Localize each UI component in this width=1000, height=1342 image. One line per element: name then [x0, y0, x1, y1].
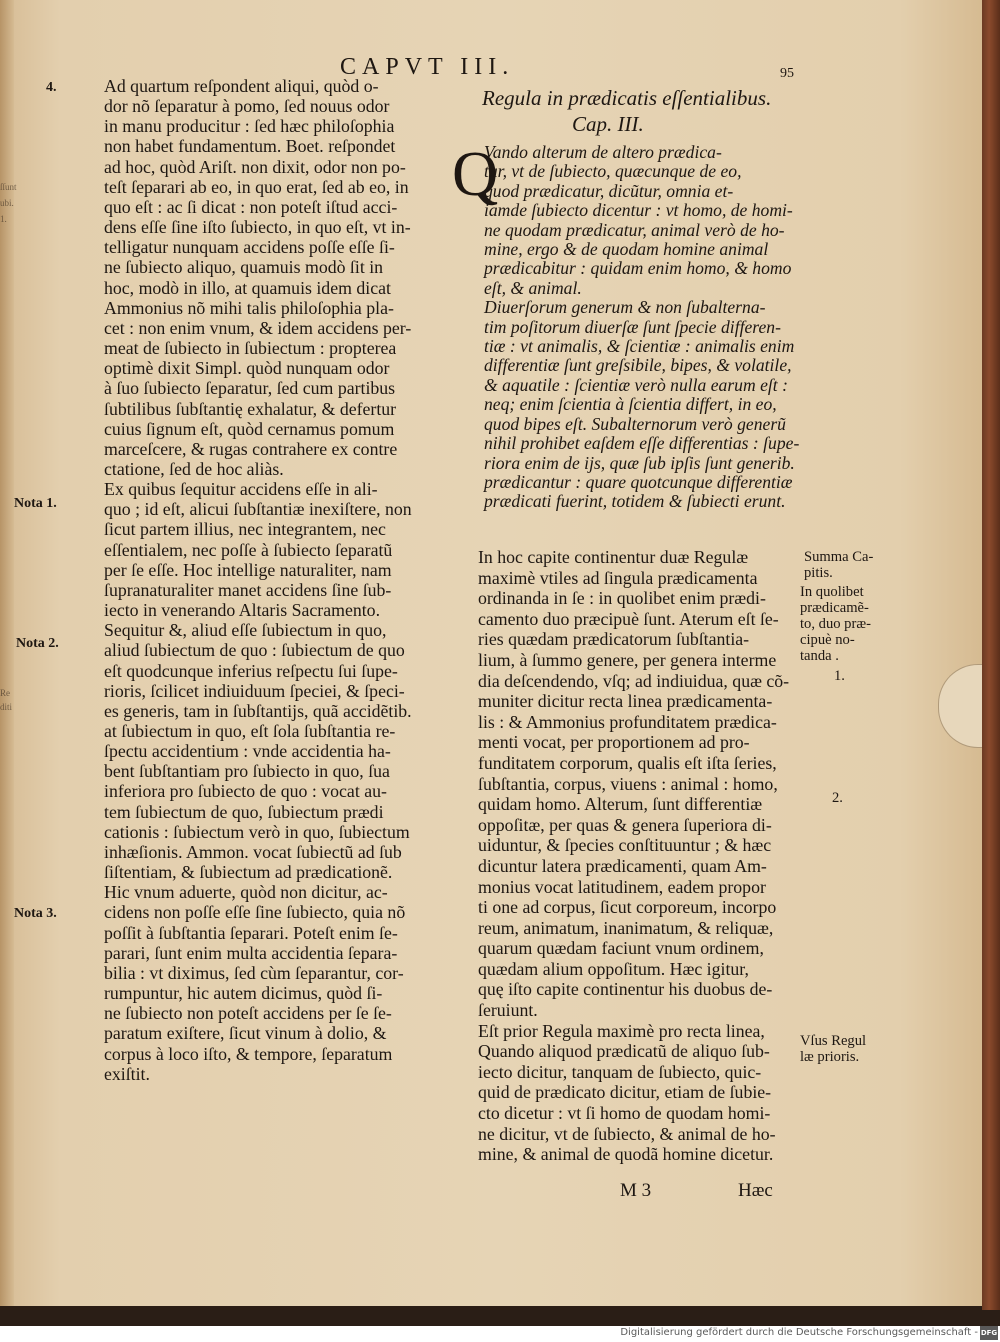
text-line: Diuerſorum generum & non ſubalterna- [484, 297, 766, 318]
right-text-column [478, 547, 800, 1165]
text-line: nihil prohibet eaſdem eſſe differentias : ſupe- [484, 433, 800, 454]
text-line: ad hoc, quòd Ariſt. non dixit, odor non po- [104, 156, 406, 177]
text-line: quo ; id eſt, alicui ſubſtantiæ inexiſtere, non [104, 499, 412, 520]
text-line: funditatem corporum, qualis eſt iſta ſeries, [478, 752, 777, 773]
decorated-initial: Q [452, 138, 499, 209]
text-line: menti vocat, per proportionem ad pro- [478, 732, 750, 753]
text-line: eſſentialem, nec poſſe à ſubiecto ſeparatũ [104, 539, 393, 560]
text-line: Quando aliquod prædicatũ de aliquo ſub- [478, 1041, 770, 1062]
text-line: uiduntur, & ſpecies conſtituuntur ; & hæc [478, 835, 772, 856]
text-line: exiſtit. [104, 1063, 150, 1084]
text-line: meat de ſubiecto in ſubiectum : propterea [104, 338, 397, 359]
text-line: cto dicetur : vt ſi homo de quodam homi- [478, 1103, 771, 1124]
side-note-number-2: 2. [832, 790, 843, 806]
text-line: prædicantur : quare quotcunque differentiæ [484, 471, 793, 492]
text-line: cidens non poſſe eſſe ſine ſubiecto, quia nõ [104, 902, 406, 923]
text-line: prædicati fuerint, totidem & ſubiecti erunt. [484, 491, 786, 512]
text-line: pitis. [804, 565, 833, 581]
text-line: In quolibet [800, 584, 864, 600]
leather-cover-edge [982, 0, 1000, 1310]
chapter-heading: Cap. III. [572, 112, 644, 136]
text-line: riora enim de ijs, quæ ſub ipſis ſunt generib. [484, 452, 795, 473]
text-line: Sequitur &, aliud eſſe ſubiectum in quo, [104, 620, 387, 641]
text-line: oppoſitæ, per quas & genera ſuperiora di- [478, 814, 772, 835]
text-line: quid de prædicato dicitur, etiam de ſubie- [478, 1082, 772, 1103]
prev-page-fragment: Re [0, 688, 10, 698]
margin-note-nota-1: Nota 1. [14, 496, 57, 511]
text-line: ne ſubiecto non poteſt accidens per ſe ſe- [104, 1003, 392, 1024]
text-line: bent ſubſtantiam pro ſubiecto in quo, ſua [104, 761, 390, 782]
text-line: Vando alterum de altero prædica- [484, 142, 722, 162]
text-line: neq; enim ſcientia à ſcientia differt, in eo, [484, 394, 777, 415]
text-line: ordinanda in ſe : in quolibet enim prædi- [478, 588, 766, 609]
text-line: quod prædicatur, dicũtur, omnia et- [484, 180, 734, 201]
text-line: iamde ſubiecto dicentur : vt homo, de homi- [484, 200, 793, 221]
text-line: dia deſcendendo, vſq; ad indiuidua, quæ cõ- [478, 670, 790, 691]
text-line: maximè vtiles ad ſingula prædicamenta [478, 567, 758, 588]
text-line: dicuntur latera prædicamenti, quam Am- [478, 855, 767, 876]
text-line: rumpuntur, hic autem dicimus, quòd ſi- [104, 983, 383, 1004]
text-line: ſiſtentiam, & ſubiectum ad prædicationẽ. [104, 862, 393, 883]
text-line: tur, vt de ſubiecto, quæcunque de eo, [484, 161, 742, 182]
text-line: iecto dicitur, tanquam de ſubiecto, quic- [478, 1061, 762, 1082]
signature-mark: M 3 [620, 1180, 652, 1201]
text-line: mine, ergo & de quodam homine animal [484, 239, 769, 260]
side-note-number-1: 1. [834, 668, 845, 684]
text-line: cipuè no- [800, 632, 855, 648]
text-line: tim poſitorum diuerſæ ſunt ſpecie differen- [484, 316, 781, 337]
text-line: Ammonius nõ mihi talis philoſophia pla- [104, 297, 394, 318]
rule-heading: Regula in prædicatis eſſentialibus. [482, 86, 772, 110]
prev-page-fragment: ubi. [0, 198, 14, 208]
text-line: quę iſto capite continentur his duobus de- [478, 979, 773, 1000]
catchword: Hæc [738, 1180, 773, 1201]
text-line: marceſcere, & rugas contrahere ex contre [104, 438, 398, 459]
text-line: ſubſtantia, corpus, viuens : animal : homo, [478, 773, 778, 794]
text-line: Hic vnum aduerte, quòd non dicitur, ac- [104, 882, 388, 903]
text-line: Summa Ca- [804, 549, 874, 565]
text-line: quod bipes eſt. Subalternorum verò generũ [484, 413, 786, 434]
text-line: ti one ad corpus, ſicut corporeum, incorpo [478, 897, 777, 918]
page-tab-clip [938, 664, 982, 748]
text-line: quædam alium oppoſitum. Hæc igitur, [478, 958, 749, 979]
text-line: corpus à loco iſto, & tempore, ſeparatum [104, 1043, 393, 1064]
text-line: camento duo præcipuè ſunt. Aterum eſt ſe- [478, 608, 779, 629]
text-line: prædicabitur : quidam enim homo, & homo [484, 258, 792, 279]
text-line: hoc, modò in illo, at quamuis idem dicat [104, 277, 391, 298]
text-line: dens eſſe ſine iſto ſubiecto, in quo eſt, vt in- [104, 217, 411, 238]
text-line: tanda . [800, 648, 839, 664]
text-line: teſt ſeparari ab eo, in quo erat, ſed ab eo, in [104, 176, 409, 197]
text-line: bilia : vt diximus, ſed cùm ſeparantur, cor- [104, 962, 404, 983]
text-line: mine, & animal de quodã homine dicetur. [478, 1144, 774, 1165]
text-line: optimè dixit Simpl. quòd nunquam odor [104, 358, 390, 379]
prev-page-fragment: ſſunt [0, 182, 17, 192]
text-line: ſupranaturaliter manet accidens ſine ſub- [104, 579, 392, 600]
text-line: monius vocat latitudinem, eadem propor [478, 876, 766, 897]
text-line: Eſt prior Regula maximè pro recta linea, [478, 1020, 765, 1041]
text-line: ſubtilibus ſubſtantię exhalatur, & defertur [104, 398, 397, 419]
text-line: inferiora pro ſubiecto de quo : vocat au- [104, 781, 387, 802]
text-line: aliud ſubiectum de quo : ſubiectum de quo [104, 640, 405, 661]
prev-page-fragment: 1. [0, 214, 7, 224]
text-line: in manu producitur : ſed hæc philoſophia [104, 116, 395, 137]
side-note-summa [804, 549, 873, 581]
text-line: rioris, ſcilicet indiuiduum ſpeciei, & ſpeci- [104, 680, 405, 701]
text-line: ſicut partem illius, nec integrantem, nec [104, 519, 386, 540]
dfg-logo: DFG [980, 1326, 998, 1340]
text-line: to, duo præ- [800, 616, 871, 632]
text-line: lis : & Ammonius profunditatem prædica- [478, 711, 777, 732]
side-note-quolibet [800, 584, 871, 664]
text-line: eſt, & animal. [484, 277, 582, 298]
text-line: at ſubiectum in quo, eſt ſola ſubſtantia re- [104, 721, 396, 741]
text-line: ne ſubiecto aliquo, quamuis modò ſit in [104, 257, 384, 278]
digitization-credit: Digitalisierung gefördert durch die Deutsche Forschungsgemeinschaft - [620, 1327, 978, 1338]
text-line: per ſe eſſe. Hoc intellige naturaliter, nam [104, 559, 392, 580]
text-line: à ſuo ſubiecto ſeparatur, ſed cum partibus [104, 378, 396, 399]
text-line: reum, animatum, inanimatum, & reliquæ, [478, 917, 774, 938]
text-line: læ prioris. [800, 1049, 860, 1065]
rule-text-block [484, 143, 800, 512]
text-line: cationis : ſubiectum verò in quo, ſubiectum [104, 821, 410, 842]
page-binding-shadow [0, 0, 14, 1306]
text-line: Ex quibus ſequitur accidens eſſe in ali- [104, 479, 378, 500]
text-line: non habet fundamentum. Boet. reſpondet [104, 136, 396, 157]
text-line: eſt quodcunque inferius reſpectu ſui ſupe- [104, 660, 398, 681]
text-line: prædicamẽ- [800, 600, 869, 616]
text-line: iecto in venerando Altaris Sacramento. [104, 600, 381, 621]
margin-note-nota-2: Nota 2. [16, 636, 59, 651]
text-line: es generis, tam in ſubſtantijs, quã accidẽtib. [104, 700, 412, 721]
text-line: parari, ſunt enim multa accidentia ſepara- [104, 942, 398, 963]
text-line: quidam homo. Alterum, ſunt differentiæ [478, 794, 763, 815]
page-number: 95 [780, 66, 794, 81]
text-line: In hoc capite continentur duæ Regulæ [478, 547, 749, 567]
text-line: tem ſubiectum de quo, ſubiectum prædi [104, 801, 384, 822]
text-line: muniter dicitur recta linea prædicamenta- [478, 691, 773, 712]
text-line: quarum quædam faciunt vnum ordinem, [478, 938, 764, 959]
text-line: cuius ſignum eſt, quòd cernamus pomum [104, 418, 395, 439]
left-text-column [104, 76, 434, 1084]
text-line: lium, à ſummo genere, per genera interme [478, 649, 777, 670]
text-line: ne quodam prædicatur, animal verò de ho- [484, 219, 785, 240]
left-margin-mark: 4. [46, 80, 57, 95]
prev-page-fragment: diti [0, 702, 13, 712]
text-line: cet : non enim vnum, & idem accidens per- [104, 317, 412, 338]
margin-note-nota-3: Nota 3. [14, 906, 57, 921]
text-line: ne dicitur, vt de ſubiecto, & animal de ho- [478, 1123, 776, 1144]
text-line: ctatione, ſed de hoc aliàs. [104, 458, 284, 479]
text-line: poſſit à ſubſtantia ſeparari. Poteſt enim ſe- [104, 922, 398, 943]
text-line: tiæ : vt animalis, & ſcientiæ : animalis enim [484, 336, 795, 357]
text-line: ſeruiunt. [478, 1000, 538, 1021]
side-note-vsus [800, 1033, 866, 1065]
text-line: quo eſt : ac ſi dicat : non poteſt iſtud acci- [104, 196, 398, 217]
text-line: Vſus Regul [800, 1033, 867, 1049]
text-line: Ad quartum reſpondent aliqui, quòd o- [104, 76, 379, 96]
text-line: paratum exiſtere, ſicut vinum à dolio, & [104, 1023, 387, 1044]
text-line: & aquatile : ſcientiæ verò nulla earum eſt : [484, 374, 788, 395]
text-line: dor nõ ſeparatur à pomo, ſed nouus odor [104, 96, 390, 117]
text-line: ries quædam prædicatorum ſubſtantia- [478, 629, 750, 650]
running-title: CAPVT III. [340, 54, 515, 80]
text-line: ſpectu accidentium : vnde accidentia ha- [104, 741, 391, 762]
text-line: inhæſionis. Ammon. vocat ſubiectũ ad ſub [104, 841, 402, 862]
text-line: telligatur nunquam accidens poſſe eſſe ſi- [104, 237, 395, 258]
text-line: differentiæ ſunt greſsibile, bipes, & volatile, [484, 355, 792, 376]
